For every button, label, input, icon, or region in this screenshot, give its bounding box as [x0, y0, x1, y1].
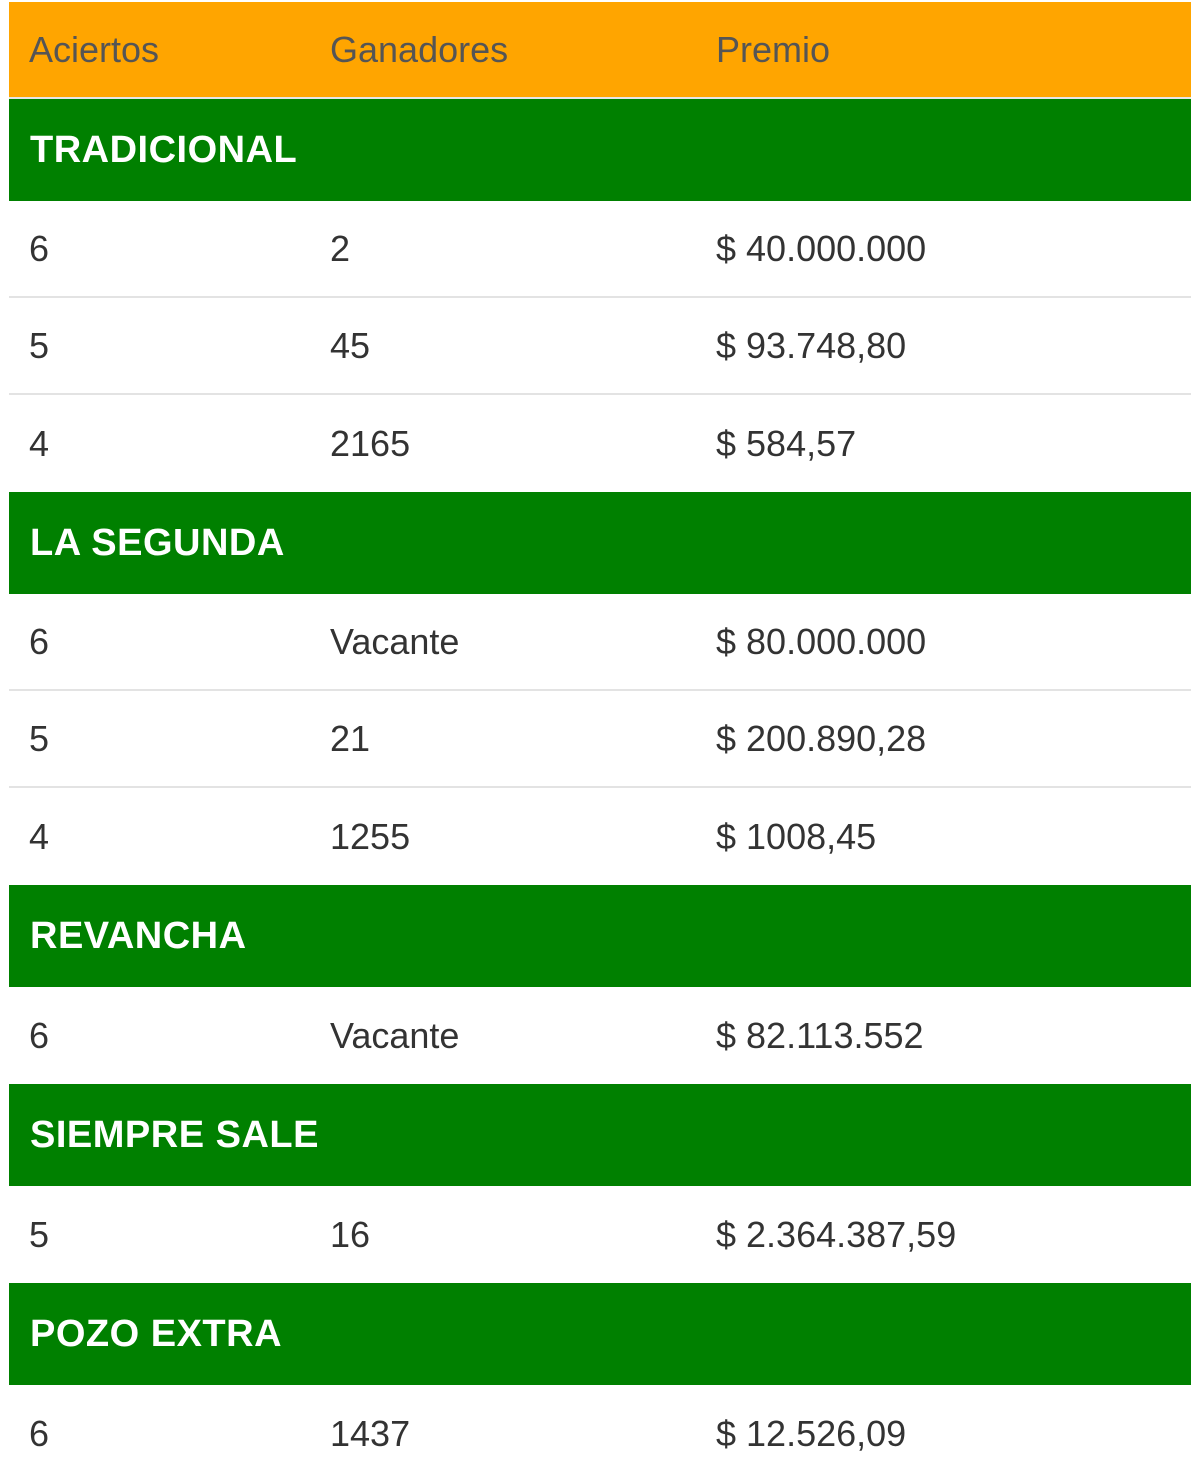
cell-ganadores: 1255	[330, 815, 411, 857]
cell-aciertos: 6	[29, 227, 50, 269]
table-row	[9, 1385, 1191, 1482]
cell-premio: $ 93.748,80	[716, 324, 907, 366]
section-siempre-sale	[9, 1084, 1191, 1186]
cell-aciertos: 4	[29, 815, 50, 857]
table-row	[9, 1186, 1191, 1283]
header-aciertos: Aciertos	[29, 28, 160, 70]
table-row	[9, 788, 1191, 885]
cell-aciertos: 4	[29, 422, 50, 464]
cell-aciertos: 5	[29, 324, 50, 366]
cell-premio: $ 200.890,28	[716, 717, 927, 759]
cell-aciertos: 5	[29, 717, 50, 759]
cell-premio: $ 40.000.000	[716, 227, 927, 269]
section-pozo-extra	[9, 1283, 1191, 1385]
cell-ganadores: 16	[330, 1213, 371, 1255]
table-row	[9, 298, 1191, 395]
table-row	[9, 594, 1191, 691]
cell-ganadores: 2165	[330, 422, 411, 464]
cell-aciertos: 6	[29, 620, 50, 662]
cell-ganadores: 21	[330, 717, 371, 759]
section-la-segunda	[9, 492, 1191, 594]
section-revancha	[9, 885, 1191, 987]
section-title: TRADICIONAL	[30, 128, 298, 171]
cell-premio: $ 80.000.000	[716, 620, 927, 662]
cell-aciertos: 6	[29, 1014, 50, 1056]
cell-premio: $ 82.113.552	[716, 1014, 924, 1056]
cell-premio: $ 1008,45	[716, 815, 877, 857]
section-tradicional	[9, 99, 1191, 201]
section-title: REVANCHA	[30, 914, 247, 957]
header-premio: Premio	[716, 28, 831, 70]
section-title: SIEMPRE SALE	[30, 1113, 319, 1156]
table-row	[9, 201, 1191, 298]
section-title: LA SEGUNDA	[30, 521, 285, 564]
cell-ganadores: 1437	[330, 1412, 411, 1454]
cell-premio: $ 2.364.387,59	[716, 1213, 957, 1255]
table-row	[9, 395, 1191, 492]
cell-premio: $ 584,57	[716, 422, 857, 464]
cell-ganadores: Vacante	[330, 1014, 460, 1056]
cell-ganadores: 2	[330, 227, 351, 269]
cell-premio: $ 12.526,09	[716, 1412, 907, 1454]
cell-ganadores: 45	[330, 324, 371, 366]
table-row	[9, 691, 1191, 788]
results-table	[9, 2, 1191, 1482]
table-row	[9, 987, 1191, 1084]
cell-aciertos: 6	[29, 1412, 50, 1454]
cell-aciertos: 5	[29, 1213, 50, 1255]
table-header	[9, 2, 1191, 99]
header-ganadores: Ganadores	[330, 28, 509, 70]
cell-ganadores: Vacante	[330, 620, 460, 662]
section-title: POZO EXTRA	[30, 1312, 283, 1355]
